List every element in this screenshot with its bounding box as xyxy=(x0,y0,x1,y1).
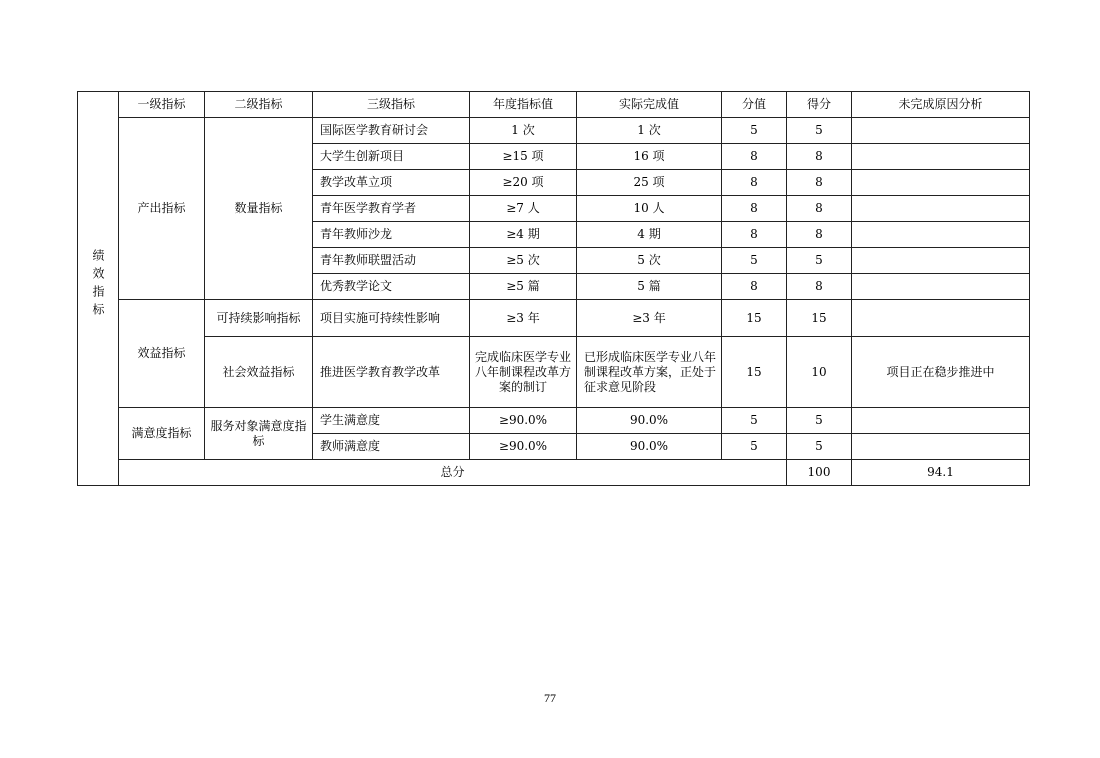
sustain-level2-cell: 可持续影响指标 xyxy=(205,300,313,337)
score-cell: 5 xyxy=(787,248,852,274)
header-level3: 三级指标 xyxy=(313,92,470,118)
actual-cell: 1 次 xyxy=(577,118,722,144)
target-cell: ≥20 项 xyxy=(470,170,577,196)
reason-cell xyxy=(852,118,1030,144)
score-cell: 8 xyxy=(787,196,852,222)
reason-cell xyxy=(852,144,1030,170)
score-cell: 5 xyxy=(787,434,852,460)
header-reason: 未完成原因分析 xyxy=(852,92,1030,118)
points-cell: 8 xyxy=(722,274,787,300)
points-cell: 8 xyxy=(722,170,787,196)
score-cell: 5 xyxy=(787,118,852,144)
benefit-level1-cell: 效益指标 xyxy=(119,300,205,408)
page-number: 77 xyxy=(544,691,556,705)
actual-cell: 4 期 xyxy=(577,222,722,248)
points-cell: 5 xyxy=(722,408,787,434)
points-cell: 8 xyxy=(722,144,787,170)
total-row xyxy=(78,460,1030,486)
actual-cell: 5 次 xyxy=(577,248,722,274)
indicator-cell: 青年教师联盟活动 xyxy=(313,248,470,274)
actual-cell: 已形成临床医学专业八年制课程改革方案，正处于征求意见阶段 xyxy=(577,337,722,408)
total-score: 94.1 xyxy=(852,460,1030,486)
total-points: 100 xyxy=(787,460,852,486)
actual-cell: 90.0% xyxy=(577,434,722,460)
score-cell: 15 xyxy=(787,300,852,337)
social-level2-cell: 社会效益指标 xyxy=(205,337,313,408)
table-row xyxy=(78,118,1030,144)
total-label: 总分 xyxy=(119,460,787,486)
header-actual-value: 实际完成值 xyxy=(577,92,722,118)
reason-cell xyxy=(852,274,1030,300)
target-cell: 完成临床医学专业八年制课程改革方案的制订 xyxy=(470,337,577,408)
target-cell: ≥5 篇 xyxy=(470,274,577,300)
satisfaction-level2-cell: 服务对象满意度指标 xyxy=(205,408,313,460)
points-cell: 15 xyxy=(722,337,787,408)
header-score: 得分 xyxy=(787,92,852,118)
side-label-cell xyxy=(78,92,119,486)
score-cell: 5 xyxy=(787,408,852,434)
indicator-cell: 教学改革立项 xyxy=(313,170,470,196)
target-cell: ≥3 年 xyxy=(470,300,577,337)
score-cell: 10 xyxy=(787,337,852,408)
header-annual-target: 年度指标值 xyxy=(470,92,577,118)
table-header-row xyxy=(78,92,1030,118)
points-cell: 5 xyxy=(722,248,787,274)
header-level2: 二级指标 xyxy=(205,92,313,118)
points-cell: 15 xyxy=(722,300,787,337)
actual-cell: 16 项 xyxy=(577,144,722,170)
satisfaction-level1-cell: 满意度指标 xyxy=(119,408,205,460)
score-cell: 8 xyxy=(787,274,852,300)
indicator-cell: 项目实施可持续性影响 xyxy=(313,300,470,337)
reason-cell xyxy=(852,196,1030,222)
reason-cell xyxy=(852,300,1030,337)
reason-cell xyxy=(852,222,1030,248)
reason-cell xyxy=(852,170,1030,196)
indicator-cell: 青年教师沙龙 xyxy=(313,222,470,248)
output-level1-cell: 产出指标 xyxy=(119,118,205,300)
reason-cell: 项目正在稳步推进中 xyxy=(852,337,1030,408)
actual-cell: 25 项 xyxy=(577,170,722,196)
target-cell: ≥90.0% xyxy=(470,408,577,434)
side-label: 绩效指标 xyxy=(91,249,105,321)
points-cell: 5 xyxy=(722,118,787,144)
reason-cell xyxy=(852,434,1030,460)
table-row xyxy=(78,300,1030,337)
indicator-cell: 优秀教学论文 xyxy=(313,274,470,300)
target-cell: ≥7 人 xyxy=(470,196,577,222)
indicator-cell: 学生满意度 xyxy=(313,408,470,434)
target-cell: ≥15 项 xyxy=(470,144,577,170)
actual-cell: ≥3 年 xyxy=(577,300,722,337)
target-cell: ≥90.0% xyxy=(470,434,577,460)
actual-cell: 5 篇 xyxy=(577,274,722,300)
indicator-cell: 大学生创新项目 xyxy=(313,144,470,170)
actual-cell: 10 人 xyxy=(577,196,722,222)
performance-indicator-table xyxy=(77,91,1030,486)
quantity-level2-cell: 数量指标 xyxy=(205,118,313,300)
score-cell: 8 xyxy=(787,222,852,248)
indicator-cell: 国际医学教育研讨会 xyxy=(313,118,470,144)
reason-cell xyxy=(852,408,1030,434)
header-points: 分值 xyxy=(722,92,787,118)
points-cell: 5 xyxy=(722,434,787,460)
target-cell: ≥4 期 xyxy=(470,222,577,248)
table-row xyxy=(78,408,1030,434)
target-cell: ≥5 次 xyxy=(470,248,577,274)
score-cell: 8 xyxy=(787,170,852,196)
header-level1: 一级指标 xyxy=(119,92,205,118)
points-cell: 8 xyxy=(722,222,787,248)
table-row xyxy=(78,337,1030,408)
actual-cell: 90.0% xyxy=(577,408,722,434)
indicator-cell: 青年医学教育学者 xyxy=(313,196,470,222)
indicator-cell: 推进医学教育教学改革 xyxy=(313,337,470,408)
reason-cell xyxy=(852,248,1030,274)
target-cell: 1 次 xyxy=(470,118,577,144)
indicator-cell: 教师满意度 xyxy=(313,434,470,460)
points-cell: 8 xyxy=(722,196,787,222)
score-cell: 8 xyxy=(787,144,852,170)
